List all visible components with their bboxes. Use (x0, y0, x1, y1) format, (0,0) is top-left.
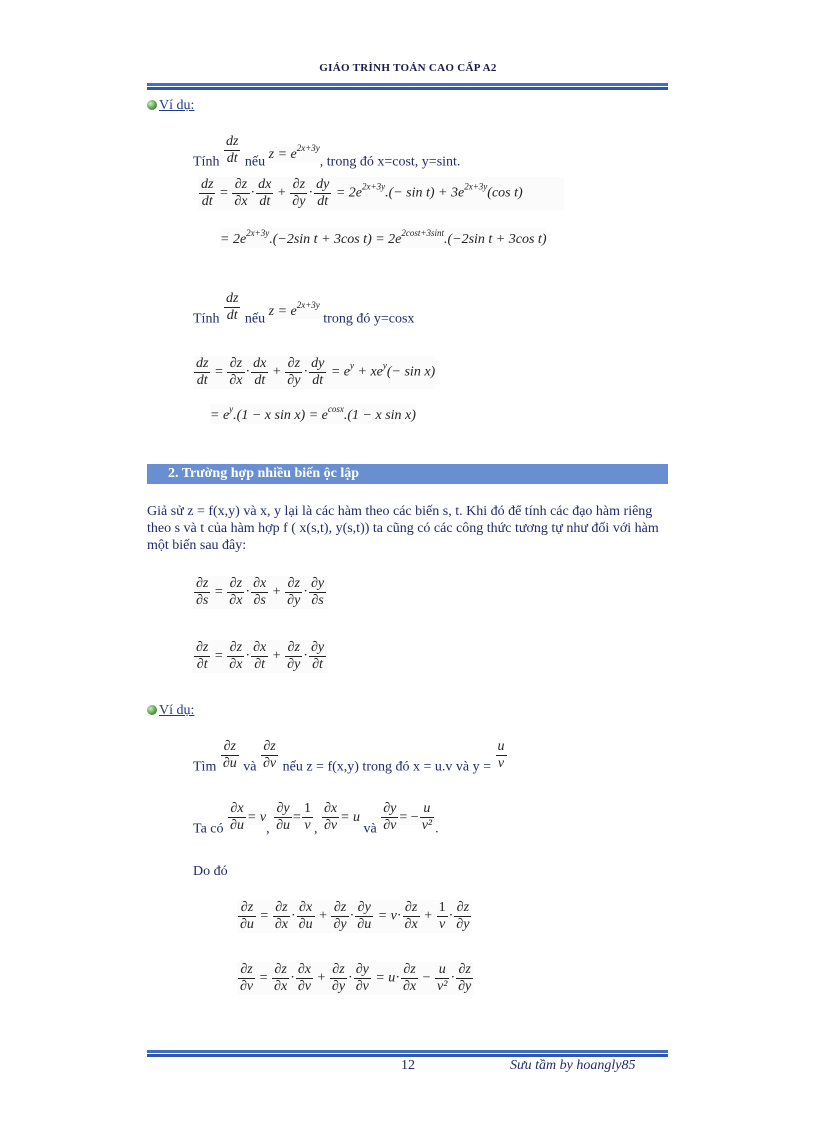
given-derivatives: Ta có $\frac{\partial x}{\partial u}$ = v, $\frac{\partial y}{\partial u}$ = $\frac{1}{v}$ , $\frac{\partial x}{\partial v}$ = u và $\frac{\partial y}{\partial v}$ = − $\frac{u}{\text{v²}}$ . (193, 801, 439, 837)
dy-dv: $\frac{\partial y}{\partial v}$ = − $\frac{u}{\text{v²}}$ (380, 810, 435, 825)
function-def: $z = e^{2x+3y}$ (268, 142, 320, 162)
dx-dv: $\frac{\partial x}{\partial v}$ = u (321, 810, 360, 825)
footer-rule (147, 1050, 668, 1057)
section-heading: 2. Trường hợp nhiều biến ộc lập (147, 464, 668, 484)
footer-credit: Sưu tầm by hoangly85 (510, 1058, 636, 1073)
page-number: 12 (401, 1058, 415, 1073)
header-rule (147, 83, 668, 90)
section-paragraph: Giả sử z = f(x,y) và x, y lại là các hàm theo các biến s, t. Khi đó để tính các đạo hàm riêng theo s và t của hàm hợp f ( x(s,t), y(s,t)) ta cũng có các công thức tương tự như đối với hàm một biến sau đây: (147, 504, 659, 553)
find-statement: Tìm $\frac{\partial z}{\partial u}$ và $\frac{\partial z}{\partial v}$ nếu z = f(x,y) trong đó x = u.v và y = $\frac{u}{v}$ (193, 739, 505, 775)
chain-rule-t: $\frac{\partial z}{\partial t}$ = $\frac{\partial z}{\partial x}$ · $\frac{\partial x}{\partial t}$ + $\frac{\partial z}{\partial y}$ · $\frac{\partial y}{\partial t}$ (193, 640, 327, 673)
equation-chain-1b: = $2e^{2x+3y}.(-2\sin$ t + 3cos $t) = 2e^{2cost+3sint}.(-2\sin$ t + 3cos t) (220, 228, 547, 247)
dy-du: $\frac{\partial y}{\partial u}$ = $\frac{1}{v}$ (273, 810, 314, 825)
bullet-icon (147, 705, 157, 715)
example-label: Ví dụ: (147, 98, 194, 114)
dz-du-fraction: $\frac{\partial z}{\partial u}$ (222, 739, 237, 771)
bullet-icon (147, 100, 157, 110)
dx-du: $\frac{\partial x}{\partial u}$ = v (227, 810, 266, 825)
equation-chain-2b: = $e^y.(1 - x$ $\sin x) = e^{cosx}.(1 - x$ sin x) (210, 404, 416, 423)
result-dz-dv: $\frac{\partial z}{\partial v}$ = $\frac{\partial z}{\partial x}$ · $\frac{\partial x}{\partial v}$ + $\frac{\partial z}{\partial y}$ · $\frac{\partial y}{\partial v}$ = u· $\frac{\partial z}{\partial x}$ − $\frac{u}{\text{v²}}$ · $\frac{\partial z}{\partial y}$ (237, 962, 474, 995)
example-label: Ví dụ: (147, 703, 194, 719)
therefore-label: Do đó (193, 864, 228, 879)
task1-statement: Tính $\frac{dz}{dt}$ nếu $z = e^{2x+3y}$, trong đó x=cost, y=sint. (193, 134, 461, 170)
chain-rule-s: $\frac{\partial z}{\partial s}$ = $\frac{\partial z}{\partial x}$ · $\frac{\partial x}{\partial s}$ + $\frac{\partial z}{\partial y}$ · $\frac{\partial y}{\partial s}$ (193, 576, 327, 609)
dz-dt-fraction: $\frac{dz}{dt}$ (225, 134, 239, 166)
function-def: $z = e^{2x+3y}$ (268, 299, 320, 319)
dz-dv-fraction: $\frac{\partial z}{\partial v}$ (262, 739, 277, 771)
running-header: GIÁO TRÌNH TOÁN CAO CẤP A2 (319, 62, 497, 74)
equation-chain-2: $\frac{dz}{dt}$ = $\frac{\partial z}{\partial x}$ · $\frac{dx}{dt}$ + $\frac{\partial z}{\partial y}$ · $\frac{dy}{dt}$ = $e^y + xe^y(- \sin x)$ (193, 356, 435, 389)
equation-chain-1: $\frac{dz}{dt}$ = $\frac{\partial z}{\partial x}$ · $\frac{dx}{dt}$ + $\frac{\partial z}{\partial y}$ · $\frac{dy}{dt}$ = $2e^{2x+3y}.(- \sin t) + 3e^{2x+3y}(\cos$ t) (198, 177, 564, 210)
task2-statement: Tính $\frac{dz}{dt}$ nếu $z = e^{2x+3y}$ trong đó y=cosx (193, 291, 415, 327)
u-over-v-fraction: $\frac{u}{v}$ (497, 739, 505, 771)
dz-dt-fraction: $\frac{dz}{dt}$ (225, 291, 239, 323)
result-dz-du: $\frac{\partial z}{\partial u}$ = $\frac{\partial z}{\partial x}$ · $\frac{\partial x}{\partial u}$ + $\frac{\partial z}{\partial y}$ · $\frac{\partial y}{\partial u}$ = v· $\frac{\partial z}{\partial x}$ + $\frac{1}{v}$ · $\frac{\partial z}{\partial y}$ (237, 900, 472, 933)
